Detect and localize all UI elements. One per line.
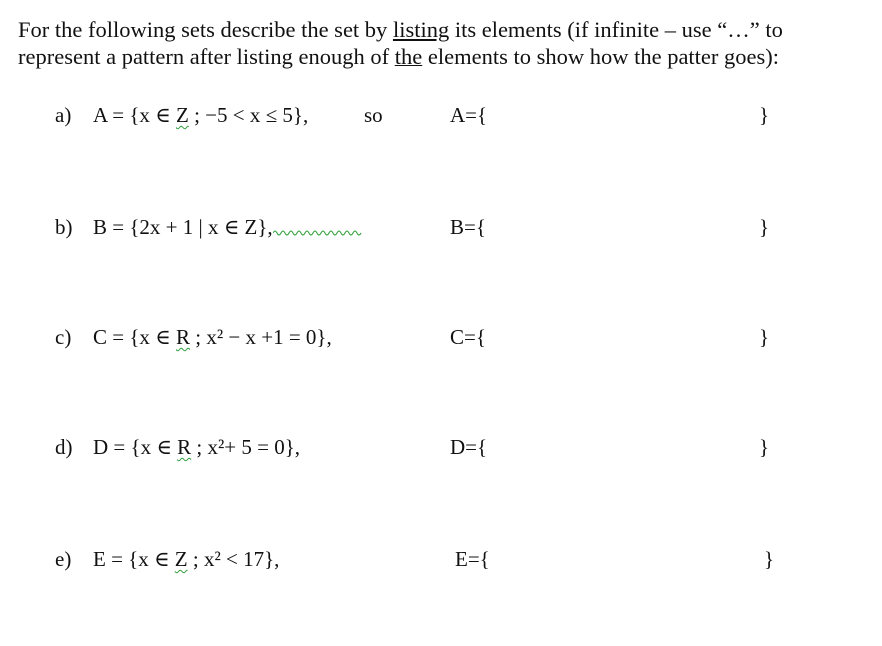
set-definition: B = {2x + 1 | x ∈ Z}, [93, 212, 363, 242]
answer-close: } [759, 215, 770, 239]
answer-open: B={ [450, 215, 486, 239]
answer-close: } [759, 435, 770, 459]
spellcheck-squiggle [273, 228, 363, 236]
set-symbol: R [175, 325, 190, 349]
set-definition: C = {x ∈ R ; x² − x +1 = 0}, [93, 325, 332, 349]
problem-a [0, 100, 882, 130]
so-word: so [364, 103, 383, 127]
answer-close: } [759, 103, 770, 127]
problem-b [0, 212, 882, 242]
problem-label: e) [55, 547, 72, 571]
set-definition: A = {x ∈ Z ; −5 < x ≤ 5}, [93, 103, 309, 127]
answer-open: E={ [455, 547, 490, 571]
problem-d [0, 432, 882, 462]
answer-open: C={ [450, 325, 486, 349]
instructions-text-2: its elements (if infinite – use “…” to represent a pattern after listing enough of [18, 17, 783, 69]
answer-close: } [764, 547, 775, 571]
problem-e [0, 544, 882, 574]
set-definition: E = {x ∈ Z ; x² < 17}, [93, 547, 280, 571]
set-definition: D = {x ∈ R ; x²+ 5 = 0}, [93, 435, 301, 459]
instructions-text-3: elements to show how the patter goes): [422, 44, 780, 69]
answer-open: D={ [450, 435, 488, 459]
problem-label: d) [55, 435, 73, 459]
instructions-text-1: For the following sets describe the set by [18, 17, 393, 42]
problem-label: b) [55, 215, 73, 239]
answer-open: A={ [450, 103, 488, 127]
instructions [18, 16, 868, 70]
set-symbol: Z [175, 103, 189, 127]
answer-close: } [759, 325, 770, 349]
set-symbol: R [177, 435, 192, 459]
instructions-the: the [394, 44, 423, 69]
problem-label: a) [55, 103, 72, 127]
instructions-listing: listing [392, 17, 450, 42]
set-symbol: Z [174, 547, 188, 571]
problem-c [0, 322, 882, 352]
problem-label: c) [55, 325, 72, 349]
